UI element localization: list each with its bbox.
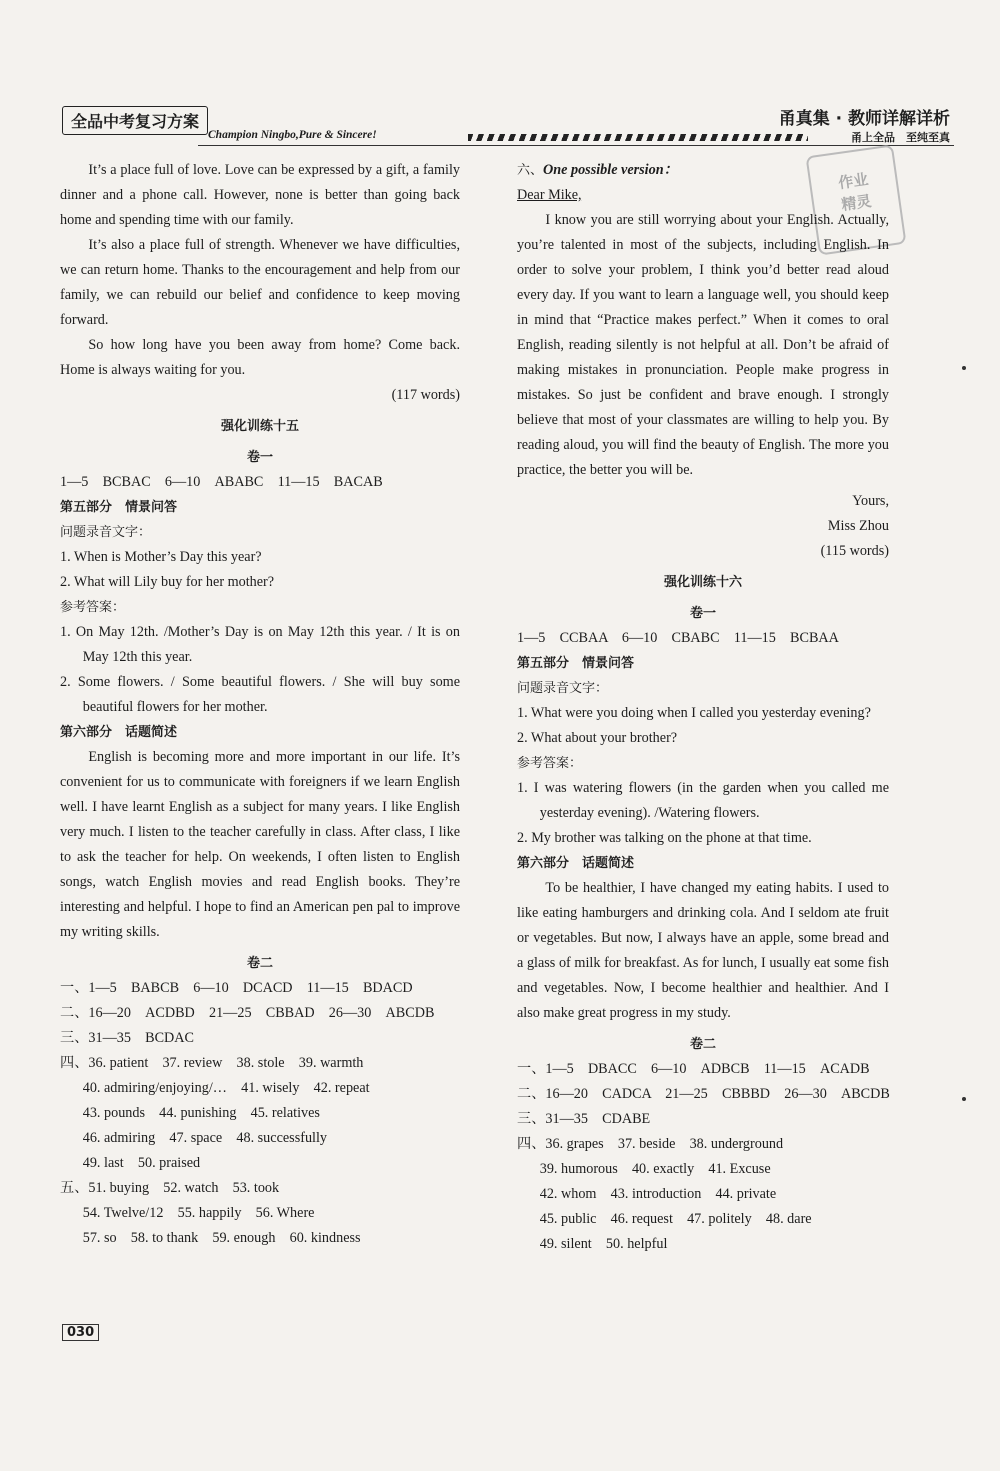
answer-row: 54. Twelve/12 55. happily 56. Where: [82, 1205, 315, 1221]
answer-row: 二、16—20 ACDBD 21—25 CBBAD 26—30 ABCDB: [60, 1005, 435, 1021]
reference-answer: 2. Some flowers. / Some beautiful flowers. / She will buy some beautiful flowers for her mother.: [60, 674, 460, 715]
header-divider: [198, 145, 954, 146]
answer-row: 一、1—5 DBACC 6—10 ADBCB 11—15 ACADB: [517, 1061, 870, 1077]
answer-row: 五、51. buying 52. watch 53. took: [60, 1180, 280, 1196]
answer-row: 42. whom 43. introduction 44. private: [539, 1186, 777, 1202]
answer-row: 四、36. patient 37. review 38. stole 39. warmth: [60, 1055, 364, 1071]
volume-title: 卷一: [246, 450, 273, 465]
word-count: (115 words): [820, 543, 889, 559]
right-column: [517, 158, 889, 1257]
header-tagline: Champion Ningbo,Pure & Sincere!: [208, 129, 377, 141]
left-column: [60, 158, 460, 1251]
writing-heading: [517, 158, 889, 183]
answer-row: 40. admiring/enjoying/… 41. wisely 42. repeat: [82, 1080, 370, 1096]
reference-label: 参考答案：: [60, 600, 126, 615]
answer-row: 39. humorous 40. exactly 41. Excuse: [539, 1161, 771, 1177]
header-slogan: 甬上全品 至纯至真: [851, 131, 950, 144]
reference-label: 参考答案：: [517, 756, 583, 771]
question: 1. When is Mother’s Day this year?: [60, 549, 262, 565]
section-title: 强化训练十六: [663, 575, 742, 590]
series-logo: 全品中考复习方案: [62, 106, 208, 135]
answer-row: 1—5 BCBAC 6—10 ABABC 11—15 BACAB: [60, 474, 383, 490]
section-title: 强化训练十五: [220, 419, 299, 434]
answer-row: 45. public 46. request 47. politely 48. dare: [539, 1211, 812, 1227]
answer-row: 46. admiring 47. space 48. successfully: [82, 1130, 328, 1146]
stamp-line1: 作业: [837, 170, 870, 193]
letter-closing: Yours,: [852, 493, 889, 509]
essay-paragraph: So how long have you been away from home? Come back. Home is always waiting for you.: [60, 337, 460, 378]
item-number: 六、: [517, 163, 544, 178]
header-title: 甬真集 · 教师详解详析: [778, 109, 950, 129]
page-header: [58, 104, 954, 148]
transcript-label: 问题录音文字：: [517, 681, 609, 696]
part-heading: 第六部分 话题简述: [517, 856, 635, 871]
reference-answer: 1. I was watering flowers (in the garden when you called me yesterday evening). /Watering flowers.: [517, 780, 889, 821]
transcript-label: 问题录音文字：: [60, 525, 152, 540]
volume-title: 卷二: [689, 1037, 716, 1052]
answer-row: 一、1—5 BABCB 6—10 DCACD 11—15 BDACD: [60, 980, 413, 996]
scan-dot: [962, 1097, 966, 1101]
version-label: One possible version：: [543, 162, 678, 178]
answer-row: 49. last 50. praised: [82, 1155, 201, 1171]
reference-answer: 1. On May 12th. /Mother’s Day is on May 12th this year. / It is on May 12th this year.: [60, 624, 460, 665]
volume-title: 卷二: [246, 956, 273, 971]
volume-title: 卷一: [689, 606, 716, 621]
letter-signature: Miss Zhou: [827, 518, 889, 534]
answer-row: 三、31—35 CDABE: [517, 1111, 651, 1127]
answer-row: 1—5 CCBAA 6—10 CBABC 11—15 BCBAA: [517, 630, 839, 646]
answer-row: 四、36. grapes 37. beside 38. underground: [517, 1136, 784, 1152]
part-heading: 第五部分 情景问答: [60, 500, 178, 515]
essay-paragraph: It’s also a place full of strength. Whenever we have difficulties, we can return home. Thanks to the encouragement and help from our family, we can rebuild our belief and confidence to keep moving forward.: [60, 237, 460, 328]
scan-dot: [962, 366, 966, 370]
header-dash-rule: [468, 134, 808, 141]
part-heading: 第六部分 话题简述: [60, 725, 178, 740]
essay-paragraph: It’s a place full of love. Love can be expressed by a gift, a family dinner and a phone call. However, none is better than going back home and spending time with our family.: [60, 162, 460, 228]
word-count: (117 words): [391, 387, 460, 403]
answer-row: 二、16—20 CADCA 21—25 CBBBD 26—30 ABCDB: [517, 1086, 890, 1102]
letter-salutation: Dear Mike,: [517, 187, 582, 203]
reference-answer: 2. My brother was talking on the phone at that time.: [517, 830, 812, 846]
question: 1. What were you doing when I called you yesterday evening?: [517, 705, 871, 721]
answer-row: 43. pounds 44. punishing 45. relatives: [82, 1105, 320, 1121]
essay-paragraph: English is becoming more and more important in our life. It’s convenient for us to communicate with foreigners if we learn English well. I have learnt English as a subject for many years. I like English very much. I listen to the teacher carefully in class. After class, I like to ask the teacher for help. On weekends, I often listen to English songs, watch English movies and read English books. They’re interesting and helpful. I hope to find an American pen pal to improve my writing skills.: [60, 749, 460, 940]
answer-row: 49. silent 50. helpful: [539, 1236, 668, 1252]
answer-row: 57. so 58. to thank 59. enough 60. kindness: [82, 1230, 361, 1246]
answer-row: 三、31—35 BCDAC: [60, 1030, 195, 1046]
part-heading: 第五部分 情景问答: [517, 656, 635, 671]
page-number: 030: [62, 1324, 99, 1341]
question: 2. What about your brother?: [517, 730, 678, 746]
stamp-line2: 精灵: [840, 191, 873, 214]
question: 2. What will Lily buy for her mother?: [60, 574, 275, 590]
letter-body: I know you are still worrying about your English. Actually, you’re talented in most of the subjects, including English. In order to solve your problem, I think you’d better read aloud every day. If you want to learn a language well, you should keep in mind that “Practice makes perfect.” When it comes to oral English, reading silently is not helpful at all. Don’t be afraid of making mistakes in pronunciation. People make progress in mistakes. So just be confident and brave enough. I strongly believe that most of your classmates are willing to help you. By reading aloud, you will find the beauty of English. The more you practice, the better you will be.: [517, 212, 889, 478]
essay-paragraph: To be healthier, I have changed my eating habits. I used to like eating hamburgers and drinking cola. And I seldom ate fruit or vegetables. But now, I always have an apple, some bread and a glass of milk for breakfast. As for lunch, I usually eat some fish and vegetables. Now, I become healthier and healthier. And I also make great progress in my study.: [517, 880, 889, 1021]
